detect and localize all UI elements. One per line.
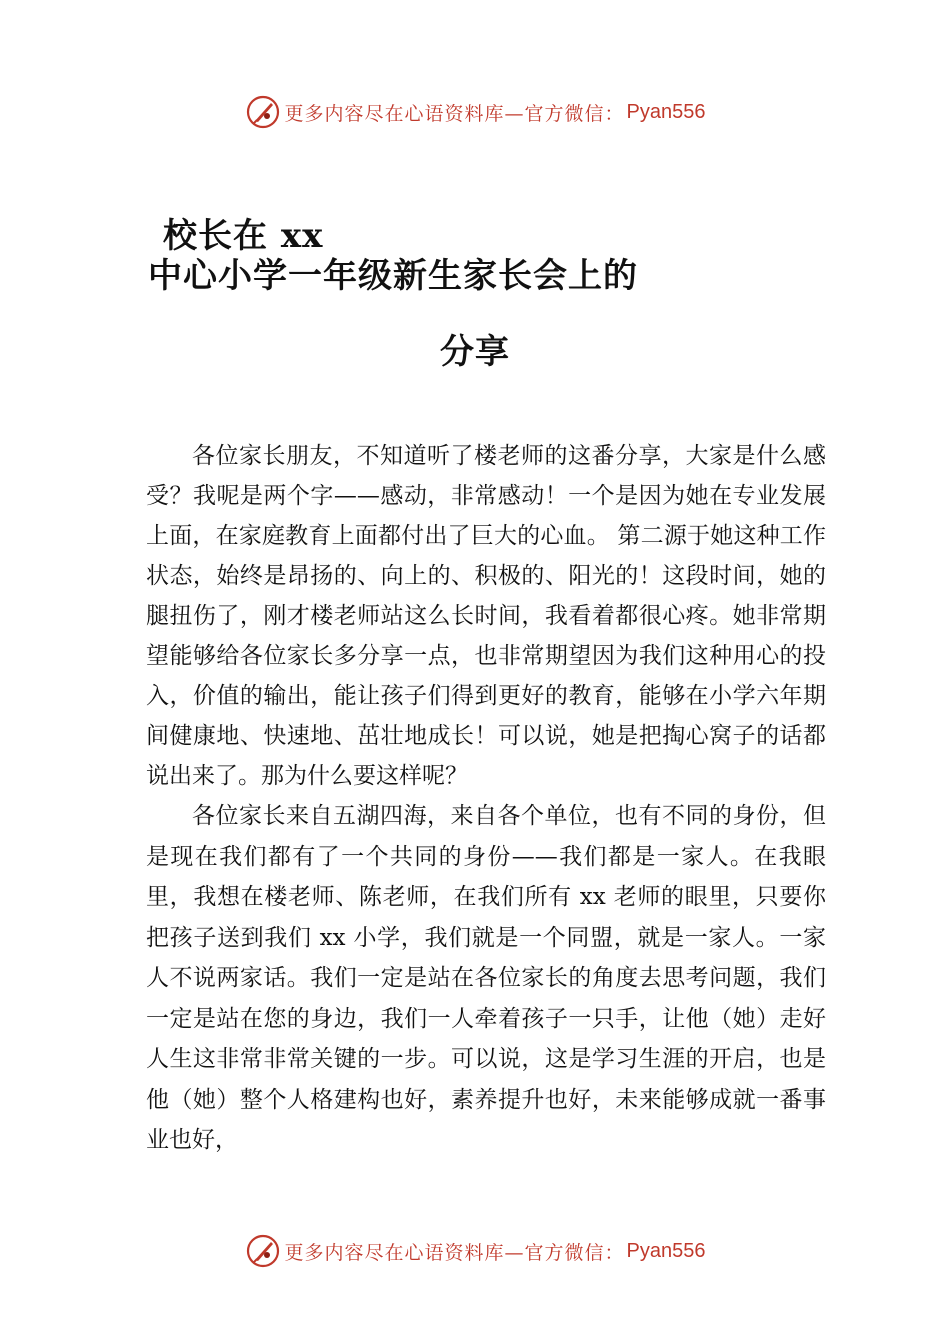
quill-pen-logo-icon: [245, 94, 281, 130]
paragraph-2: 各位家长来自五湖四海，来自各个单位，也有不同的身份，但是现在我们都有了一个共同的身份——我们都是一家人。在我眼里，我想在楼老师、陈老师，在我们所有 xx 老师的眼里，只要你把孩子送到我们 xx 小学，我们就是一个同盟，就是一家人。一家人不说两家话。我们一定是站在各位家长的角度去思考问题，我们一定是站在您的身边，我们一人牵着孩子一只手，让他（她）走好人生这非常非常关键的一步。可以说，这是学习生涯的开启，也是他（她）整个人格建构也好，素养提升也好，未来能够成就一番事业也好，: [146, 803, 826, 1153]
quill-pen-logo-icon: [245, 1233, 281, 1269]
banner-wechat-id: Pyan556: [626, 100, 706, 123]
paragraph-1: 各位家长朋友，不知道听了楼老师的这番分享，大家是什么感受？我呢是两个字——感动，非常感动！一个是因为她在专业发展上面，在家庭教育上面都付出了巨大的心血。 第二源于她这种工作状态，始终是昂扬的、向上的、积极的、阳光的！这段时间，她的腿扭伤了，刚才楼老师站这么长时间，我看着都很心疼。她非常期望能够给各位家长多分享一点，也非常期望因为我们这种用心的投入，价值的输出，能让孩子们得到更好的教育，能够在小学六年期间健康地、快速地、茁壮地成长！可以说，她是把掏心窝子的话都说出来了。那为什么要这样呢？: [146, 443, 826, 789]
header-banner: [0, 94, 950, 130]
banner-text: 更多内容尽在心语资料库—官方微信：: [284, 1241, 625, 1264]
document-body: [146, 436, 826, 1161]
footer-banner: [0, 1233, 950, 1269]
title-line-2: 中心小学一年级新生家长会上的: [148, 256, 638, 296]
title-line-3: 分享: [440, 332, 510, 372]
title-line-1: 校长在 xx: [163, 216, 324, 256]
banner-text: 更多内容尽在心语资料库—官方微信：: [284, 102, 625, 125]
banner-wechat-id: Pyan556: [626, 1239, 706, 1262]
